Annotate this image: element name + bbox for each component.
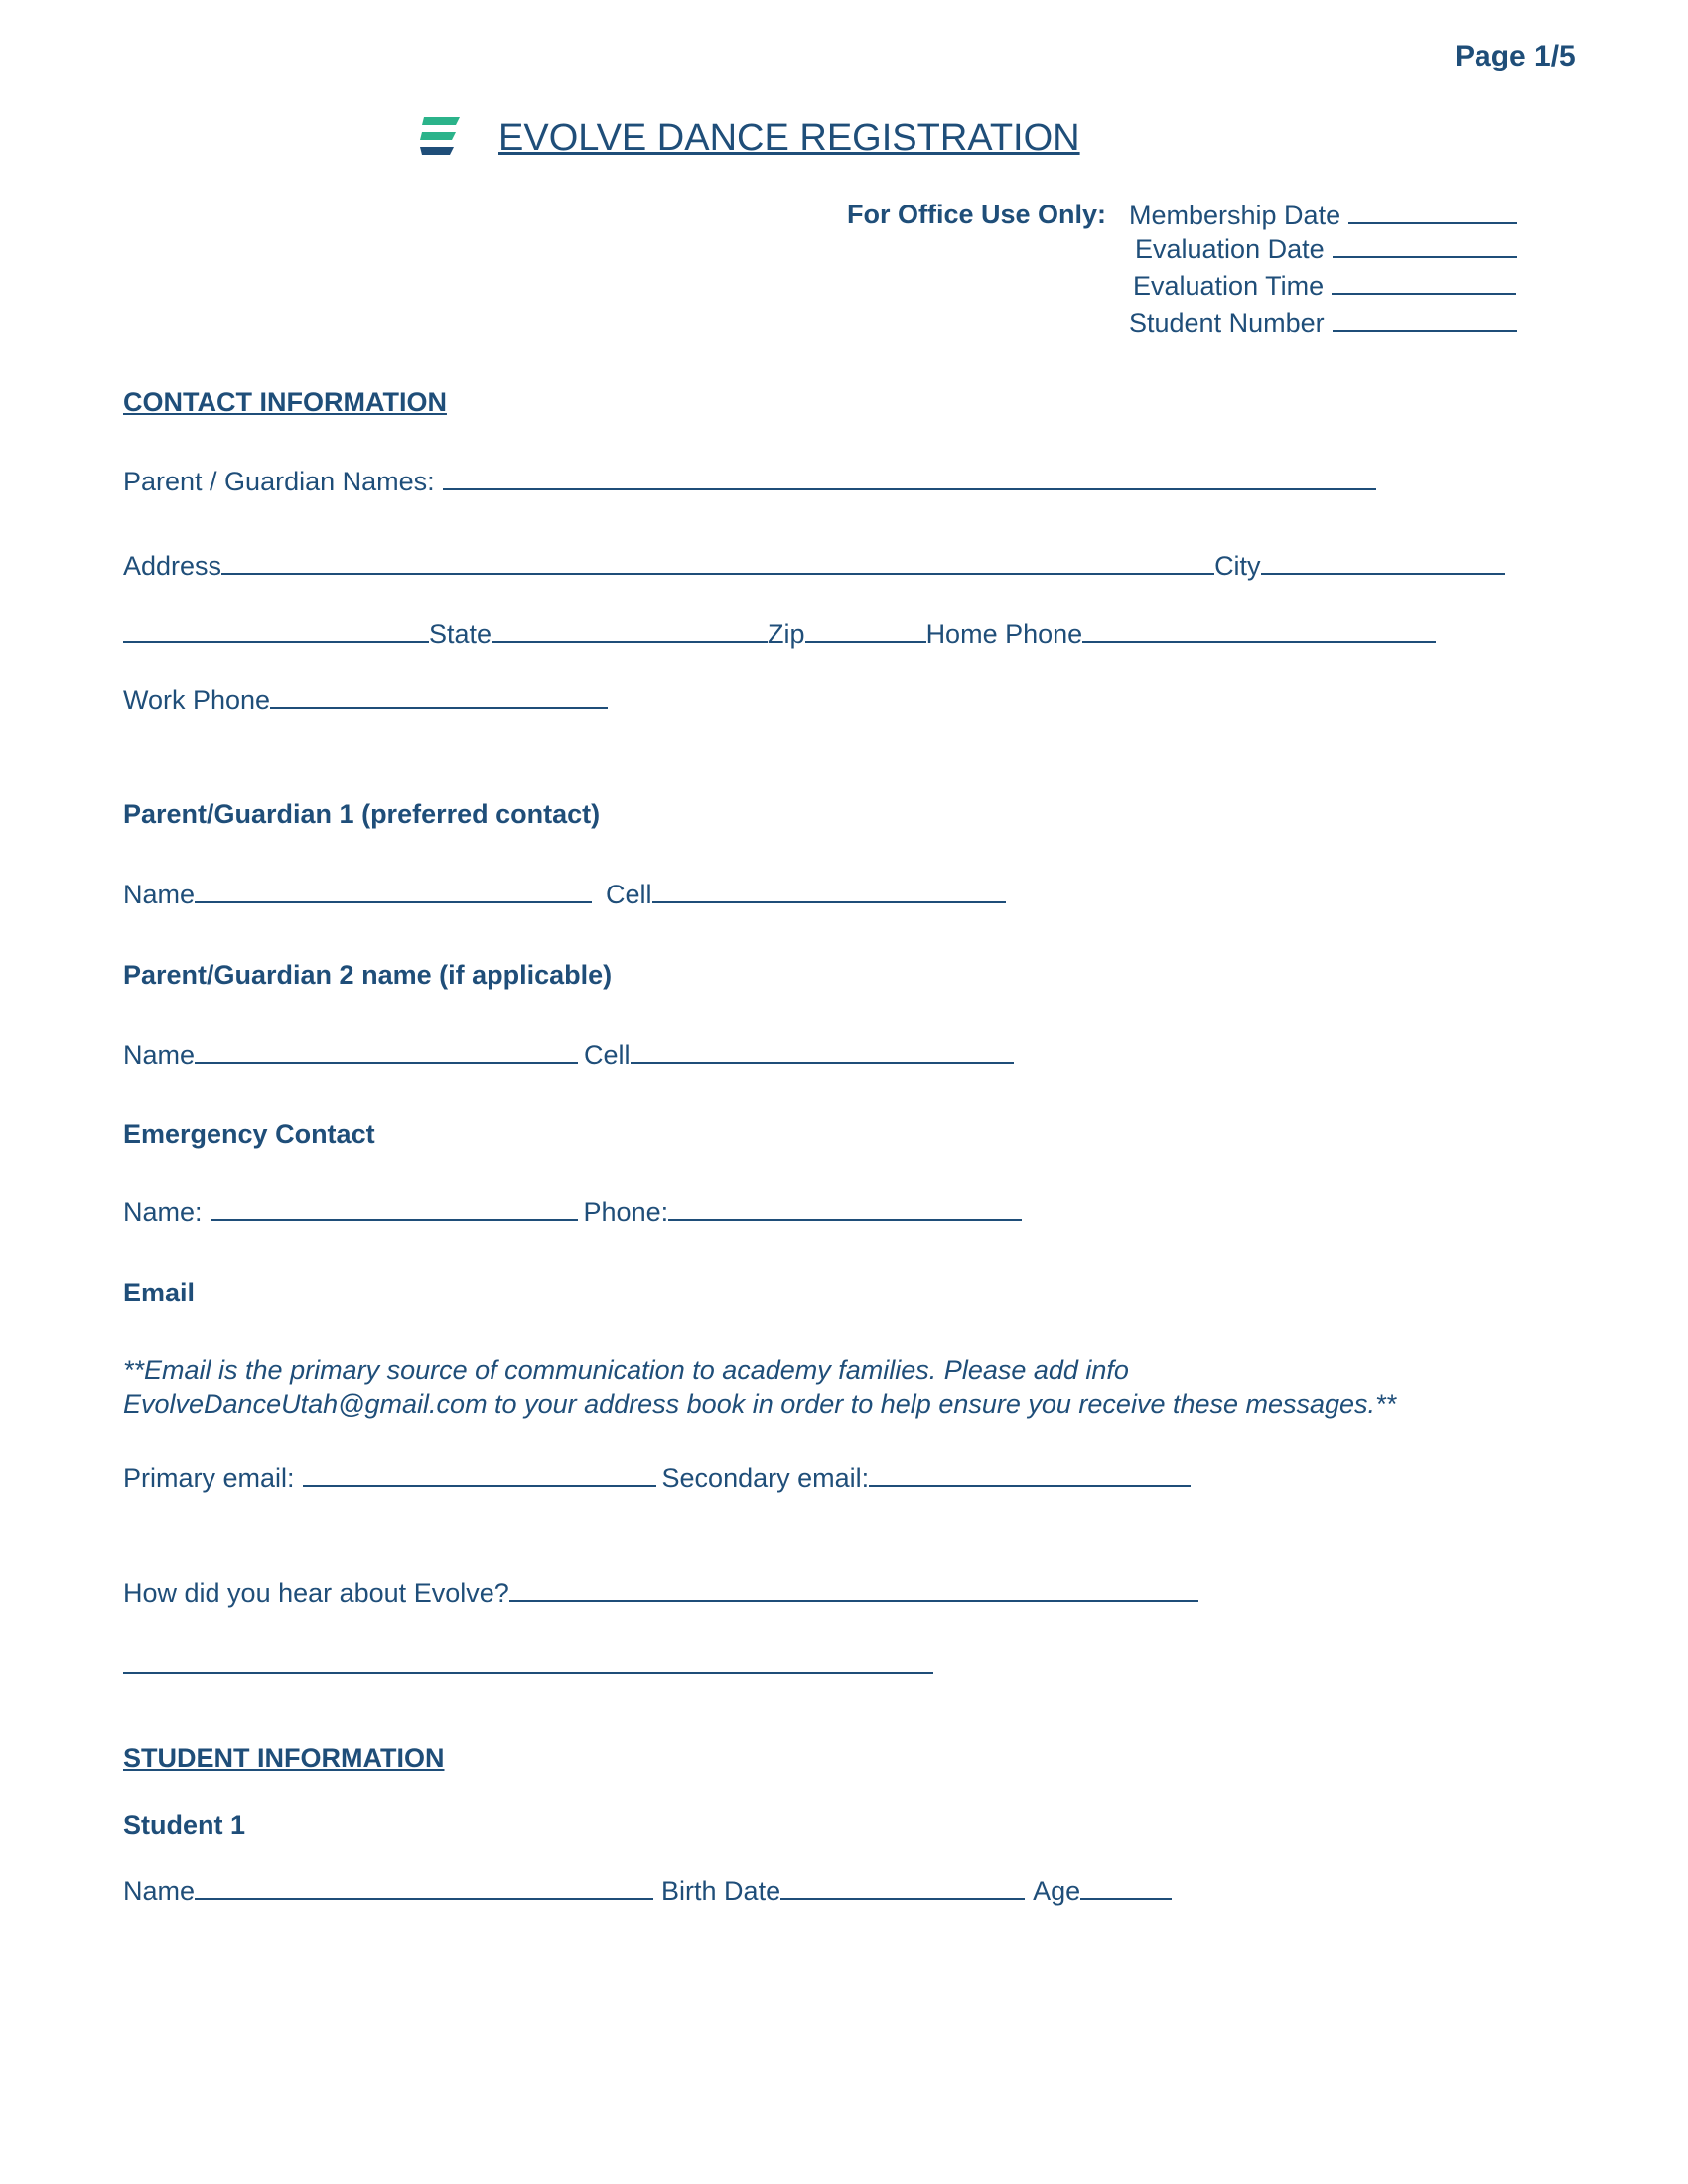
office-field-label: Membership Date: [1129, 201, 1341, 230]
guardian1-row: [123, 880, 1006, 910]
guardian2-name-label: Name: [123, 1040, 196, 1070]
home-phone-field[interactable]: [1082, 641, 1436, 643]
student1-birth-date-field[interactable]: [780, 1898, 1025, 1900]
work-phone-row: [123, 685, 608, 716]
zip-field[interactable]: [805, 641, 926, 643]
guardian2-heading: Parent/Guardian 2 name (if applicable): [123, 960, 613, 990]
emergency-name-label: Name:: [123, 1197, 203, 1227]
address-label: Address: [123, 551, 222, 581]
office-field-label: Evaluation Date: [1135, 234, 1325, 264]
work-phone-label: Work Phone: [123, 685, 271, 715]
blank-line[interactable]: [1333, 306, 1517, 332]
hear-about-label: How did you hear about Evolve?: [123, 1578, 509, 1608]
guardian2-cell-label: Cell: [584, 1040, 631, 1070]
blank-line[interactable]: [1333, 232, 1517, 258]
guardian-names-label: Parent / Guardian Names:: [123, 467, 435, 496]
student-section-title: STUDENT INFORMATION: [123, 1743, 445, 1773]
city-field[interactable]: [1261, 573, 1505, 575]
email-heading: Email: [123, 1278, 196, 1307]
email-note-line1: **Email is the primary source of communication to academy families. Please add info: [123, 1355, 1129, 1385]
address-field[interactable]: [221, 573, 1214, 575]
student1-name-label: Name: [123, 1876, 196, 1906]
emergency-phone-label: Phone:: [583, 1197, 669, 1227]
blank-line[interactable]: [1348, 199, 1517, 224]
contact-section-title: CONTACT INFORMATION: [123, 387, 447, 417]
guardian-names-field[interactable]: [443, 488, 1376, 490]
office-use-heading: For Office Use Only:: [847, 200, 1107, 229]
emergency-name-field[interactable]: [211, 1219, 578, 1221]
office-field-label: Evaluation Time: [1133, 271, 1325, 301]
student1-age-label: Age: [1033, 1876, 1081, 1906]
state-label: State: [429, 619, 492, 649]
primary-email-label: Primary email:: [123, 1463, 295, 1493]
secondary-email-label: Secondary email:: [661, 1463, 870, 1493]
address-row: [123, 551, 1505, 582]
office-field-student-number[interactable]: [1129, 306, 1517, 339]
guardian2-name-field[interactable]: [195, 1062, 578, 1064]
page-title: EVOLVE DANCE REGISTRATION: [498, 117, 1080, 159]
student1-name-field[interactable]: [195, 1898, 653, 1900]
hear-about-row: [123, 1578, 1198, 1609]
office-field-membership-date[interactable]: [1129, 199, 1517, 231]
work-phone-field[interactable]: [270, 707, 608, 709]
office-field-evaluation-time[interactable]: [1133, 269, 1516, 302]
student1-row: [123, 1876, 1172, 1907]
email-row: [123, 1463, 1191, 1494]
state-field[interactable]: [492, 641, 768, 643]
guardian1-name-field[interactable]: [195, 901, 592, 903]
guardian1-heading: Parent/Guardian 1 (preferred contact): [123, 799, 601, 829]
hear-about-field[interactable]: [509, 1600, 1198, 1602]
guardian2-cell-field[interactable]: [631, 1062, 1014, 1064]
city-label: City: [1214, 551, 1261, 581]
guardian1-name-label: Name: [123, 880, 196, 909]
office-field-label: Student Number: [1129, 308, 1325, 338]
page-number: Page 1/5: [1455, 40, 1576, 72]
email-note-line2: EvolveDanceUtah@gmail.com to your address book in order to help ensure you receive these messages.**: [123, 1389, 1397, 1419]
address-continued-field[interactable]: [123, 641, 429, 643]
guardian2-row: [123, 1040, 1014, 1071]
zip-label: Zip: [768, 619, 805, 649]
state-zip-phone-row: [123, 619, 1436, 650]
evolve-logo-icon: [420, 115, 464, 159]
emergency-heading: Emergency Contact: [123, 1119, 375, 1149]
emergency-phone-field[interactable]: [668, 1219, 1022, 1221]
emergency-row: [123, 1197, 1022, 1228]
home-phone-label: Home Phone: [925, 619, 1083, 649]
primary-email-field[interactable]: [303, 1485, 656, 1487]
guardian1-cell-field[interactable]: [652, 901, 1006, 903]
student1-heading: Student 1: [123, 1810, 246, 1840]
guardian1-cell-label: Cell: [606, 880, 652, 909]
guardian-names-row: [123, 467, 1376, 497]
blank-line[interactable]: [1332, 269, 1516, 295]
office-field-evaluation-date[interactable]: [1135, 232, 1517, 265]
student1-age-field[interactable]: [1080, 1898, 1172, 1900]
hear-about-field-continued[interactable]: [123, 1672, 933, 1674]
secondary-email-field[interactable]: [869, 1485, 1191, 1487]
student1-birth-date-label: Birth Date: [661, 1876, 781, 1906]
